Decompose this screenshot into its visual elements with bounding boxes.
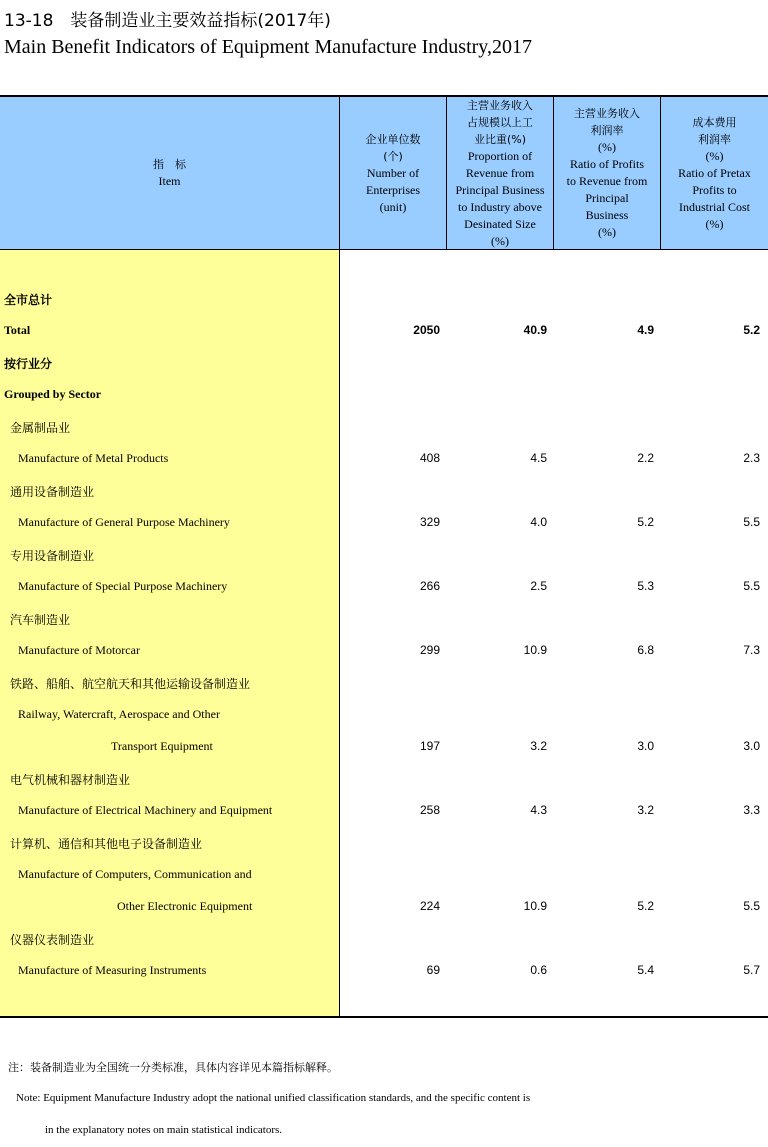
enterprises-value: 69 bbox=[426, 963, 440, 977]
header-line: (个) bbox=[383, 149, 403, 163]
row-label: Transport Equipment bbox=[111, 739, 213, 753]
header-line: Number of bbox=[366, 165, 420, 180]
table-row bbox=[0, 833, 768, 853]
header-line: Ratio of Profits bbox=[570, 157, 644, 171]
header-line: 成本费用 bbox=[692, 115, 737, 129]
profit-ratio-value: 5.2 bbox=[637, 515, 654, 529]
page-title-en: Main Benefit Indicators of Equipment Manufacture Industry,2017 bbox=[4, 36, 533, 58]
enterprises-value: 299 bbox=[419, 643, 440, 657]
proportion-value: 40.9 bbox=[523, 323, 547, 337]
row-label: Manufacture of Electrical Machinery and Equipment bbox=[18, 803, 273, 817]
profit-ratio-value: 4.9 bbox=[637, 323, 654, 337]
header-line: 业比重(%) bbox=[473, 132, 527, 146]
proportion-value: 4.3 bbox=[530, 803, 547, 817]
header-line: Principal bbox=[585, 191, 629, 205]
enterprises-value: 329 bbox=[419, 515, 440, 529]
header-line: 主营业务收入 bbox=[467, 98, 533, 112]
cost-ratio-value: 7.3 bbox=[743, 643, 760, 657]
cost-ratio-value: 5.2 bbox=[743, 323, 760, 337]
table-row bbox=[0, 385, 768, 405]
row-label: 全市总计 bbox=[4, 293, 53, 307]
row-label: Manufacture of Special Purpose Machinery bbox=[18, 579, 228, 593]
row-label: 仪器仪表制造业 bbox=[10, 933, 95, 947]
header-line: 企业单位数 bbox=[365, 132, 421, 146]
table-row bbox=[0, 449, 768, 469]
row-label: 电气机械和器材制造业 bbox=[10, 773, 131, 787]
row-label: 铁路、船舶、航空航天和其他运输设备制造业 bbox=[10, 677, 251, 691]
header-line: Ratio of Pretax bbox=[678, 165, 751, 180]
header-profit-ratio bbox=[554, 97, 660, 249]
enterprises-value: 224 bbox=[419, 899, 440, 913]
cost-ratio-value: 5.5 bbox=[743, 899, 760, 913]
proportion-value: 3.2 bbox=[530, 739, 547, 753]
table-row bbox=[0, 609, 768, 629]
row-label: Manufacture of Computers, Communication and bbox=[18, 867, 252, 881]
header-line: Desinated Size bbox=[464, 216, 536, 231]
row-label: Manufacture of Motorcar bbox=[18, 643, 140, 657]
row-label: 金属制品业 bbox=[10, 421, 71, 435]
profit-ratio-value: 5.4 bbox=[637, 963, 654, 977]
header-item-cn: 指 标 bbox=[153, 158, 186, 171]
table-row bbox=[0, 897, 768, 917]
table-row bbox=[0, 545, 768, 565]
header-item-en: Item bbox=[158, 174, 181, 188]
row-label: Manufacture of General Purpose Machinery bbox=[18, 515, 230, 529]
row-label: Railway, Watercraft, Aerospace and Other bbox=[18, 707, 220, 721]
header-line: (%) bbox=[598, 140, 616, 154]
header-line: Enterprises bbox=[366, 182, 420, 197]
enterprises-value: 266 bbox=[419, 579, 440, 593]
table-row bbox=[0, 705, 768, 725]
proportion-value: 0.6 bbox=[530, 963, 547, 977]
profit-ratio-value: 6.8 bbox=[637, 643, 654, 657]
row-label: 专用设备制造业 bbox=[10, 549, 95, 563]
table-row bbox=[0, 769, 768, 789]
table-row bbox=[0, 513, 768, 533]
table-row bbox=[0, 321, 768, 341]
header-proportion bbox=[447, 97, 553, 249]
header-line: (%) bbox=[491, 233, 509, 248]
profit-ratio-value: 5.2 bbox=[637, 899, 654, 913]
cost-ratio-value: 3.0 bbox=[743, 739, 760, 753]
header-line: (%) bbox=[705, 216, 724, 231]
cost-ratio-value: 3.3 bbox=[743, 803, 760, 817]
header-line: Proportion of bbox=[467, 148, 533, 163]
table-row bbox=[0, 737, 768, 757]
table-row bbox=[0, 801, 768, 821]
table-row bbox=[0, 577, 768, 597]
header-enterprises bbox=[340, 97, 446, 249]
header-line: Profits to bbox=[692, 182, 737, 197]
proportion-value: 10.9 bbox=[523, 643, 547, 657]
enterprises-value: 258 bbox=[419, 803, 440, 817]
table-row bbox=[0, 865, 768, 885]
row-label: 计算机、通信和其他电子设备制造业 bbox=[10, 837, 203, 851]
table-row bbox=[0, 929, 768, 949]
header-line: Principal Business bbox=[455, 182, 545, 197]
profit-ratio-value: 3.0 bbox=[637, 739, 654, 753]
table-row bbox=[0, 961, 768, 981]
row-label: Other Electronic Equipment bbox=[117, 899, 253, 913]
row-label: 通用设备制造业 bbox=[10, 485, 95, 499]
header-line: 利润率 bbox=[590, 124, 624, 137]
page-title-cn: 13-18 装备制造业主要效益指标(2017年) bbox=[4, 11, 331, 31]
proportion-value: 10.9 bbox=[523, 899, 547, 913]
proportion-value: 4.5 bbox=[530, 451, 547, 465]
cost-ratio-value: 5.7 bbox=[743, 963, 760, 977]
cost-ratio-value: 2.3 bbox=[743, 451, 760, 465]
row-label: 按行业分 bbox=[4, 357, 53, 371]
header-line: Industrial Cost bbox=[679, 199, 750, 214]
cost-ratio-value: 5.5 bbox=[743, 579, 760, 593]
row-label: Manufacture of Metal Products bbox=[18, 451, 169, 465]
enterprises-value: 408 bbox=[419, 451, 440, 465]
table-row bbox=[0, 353, 768, 373]
profit-ratio-value: 2.2 bbox=[637, 451, 654, 465]
table-row bbox=[0, 481, 768, 501]
table-row bbox=[0, 673, 768, 693]
row-label: 汽车制造业 bbox=[10, 613, 71, 627]
profit-ratio-value: 3.2 bbox=[637, 803, 654, 817]
profit-ratio-value: 5.3 bbox=[637, 579, 654, 593]
table-bottom-rule bbox=[0, 1016, 768, 1018]
header-line: 占规模以上工 bbox=[467, 115, 533, 129]
header-line: (%) bbox=[598, 225, 616, 239]
footnote-en-line2: in the explanatory notes on main statistical indicators. bbox=[45, 1124, 283, 1136]
footnote-en-line1: Note: Equipment Manufacture Industry adopt the national unified classification standards, and the specific content is bbox=[16, 1092, 531, 1104]
row-label: Total bbox=[4, 323, 31, 337]
header-line: (%) bbox=[705, 148, 724, 163]
proportion-value: 4.0 bbox=[530, 515, 547, 529]
row-label: Grouped by Sector bbox=[4, 387, 102, 401]
table-row bbox=[0, 417, 768, 437]
header-cost-ratio bbox=[661, 97, 768, 249]
enterprises-value: 197 bbox=[419, 739, 440, 753]
header-line: Business bbox=[585, 208, 629, 222]
header-item bbox=[0, 97, 339, 249]
proportion-value: 2.5 bbox=[530, 579, 547, 593]
enterprises-value: 2050 bbox=[413, 323, 440, 337]
header-line: 主营业务收入 bbox=[574, 107, 640, 120]
cost-ratio-value: 5.5 bbox=[743, 515, 760, 529]
header-line: (unit) bbox=[379, 199, 407, 214]
table-row bbox=[0, 641, 768, 661]
header-line: Revenue from bbox=[465, 165, 535, 180]
header-line: to Revenue from bbox=[566, 174, 648, 188]
footnote-cn: 注：装备制造业为全国统一分类标准，具体内容详见本篇指标解释。 bbox=[8, 1061, 338, 1074]
header-line: 利润率 bbox=[698, 132, 731, 146]
header-line: to Industry above bbox=[458, 199, 542, 214]
table-row bbox=[0, 289, 768, 309]
row-label: Manufacture of Measuring Instruments bbox=[18, 963, 207, 977]
